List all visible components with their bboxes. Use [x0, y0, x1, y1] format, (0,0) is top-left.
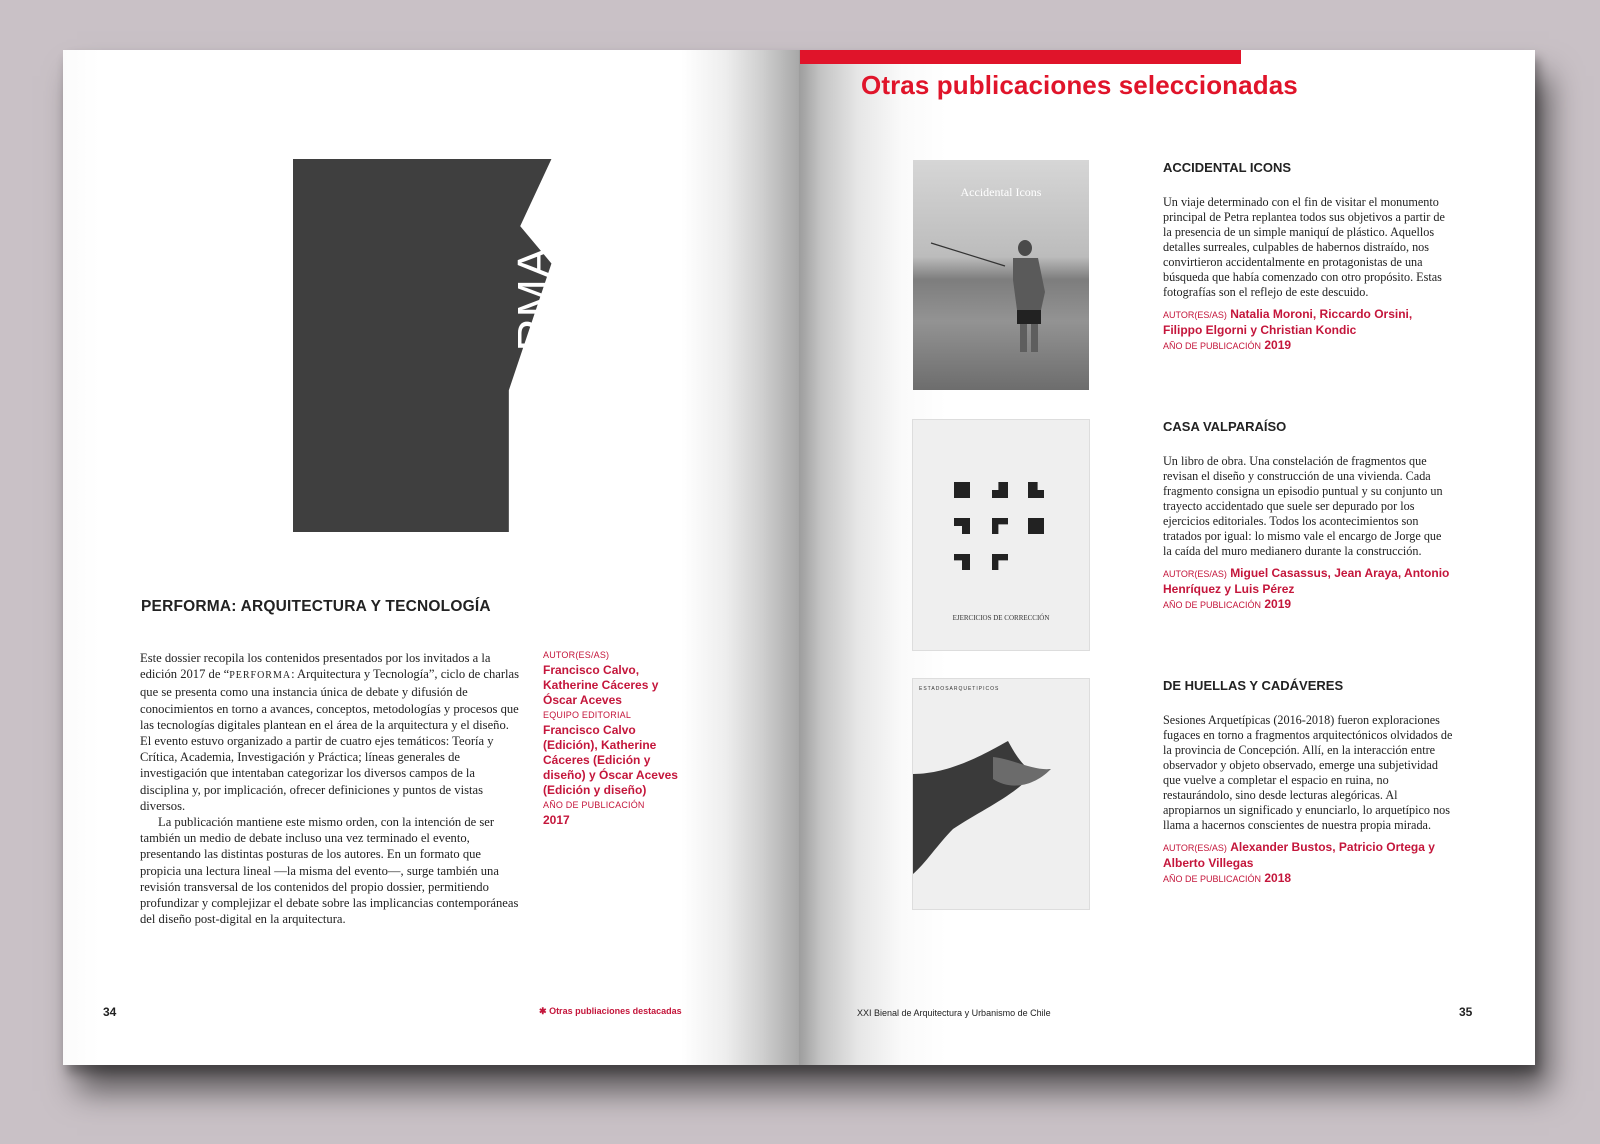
casa-valparaiso-cover	[912, 419, 1090, 651]
left-heading: PERFORMA: ARQUITECTURA Y TECNOLOGÍA	[141, 598, 491, 615]
publication-entry	[1163, 678, 1453, 887]
publication-meta: AUTOR(ES/AS) Alexander Bustos, Patricio Ortega y Alberto Villegas AÑO DE PUBLICACIÓN 2018	[1163, 840, 1435, 885]
publication-body: Sesiones Arquetípicas (2016-2018) fueron exploraciones fugaces en torno a fragmentos arquitectónicos olvidados de la provincia de Concepción. Allí, en la interacción entre observador y objeto observado, emerge una subjetividad que vuelve a completar el espacio en ruina, no restaurándolo, sino desde lecturas alegóricas. Al apropiarnos un significado y enunciarlo, lo arquetípico nos llama a hacernos conscientes de nuestra propia mirada.	[1163, 713, 1453, 832]
wave-illustration	[913, 679, 1089, 909]
page-number: 35	[1459, 1005, 1473, 1019]
cover-line: Arquitectura	[562, 435, 577, 513]
publication-title: CASA VALPARAÍSO	[1163, 419, 1287, 434]
de-huellas-cover	[912, 678, 1090, 910]
beach-figure-illustration	[913, 160, 1089, 390]
publication-title: DE HUELLAS Y CADÁVERES	[1163, 678, 1344, 693]
publication-title: ACCIDENTAL ICONS	[1163, 160, 1292, 175]
year-label: AÑO DE PUBLICACIÓN	[543, 800, 645, 810]
cover-line: Chile 2017	[604, 450, 619, 513]
author-label: AUTOR(ES/AS)	[543, 650, 610, 660]
paragraph: Este dossier recopila los contenidos presentados por los invitados a la edición 2017 de “PERFORMA: Arquitectura y Tecnología”, ciclo de charlas que se presenta como una instancia única de debate y difusión de conocimientos en torno a avances, conceptos, metodologías y procesos que las tecnologías digitales plantean en el área de la arquitectura y el diseño. El evento estuvo organizado a partir de cuatro ejes temáticos: Teoría y Crítica, Academia, Investigación y Práctica; líneas generales de investigación que intentaban categorizar los diversos campos de la disciplina y, por implicación, ofrecer definiciones y puntos de vistas diversos.	[140, 651, 520, 813]
performa-cover	[293, 159, 619, 532]
paragraph: La publicación mantiene este mismo orden, con la intención de ser también un medio de debate incluso una vez terminado el evento, presentando las distintas posturas de los autores. En un formato que propicia una lectura lineal —la misma del evento—, surge también una revisión transversal de los contenidos del propio dossier, permitiendo profundizar y complejizar el debate sobre las implicancias contemporáneas del diseño post-digital en la arquitectura.	[140, 815, 519, 927]
left-page	[63, 50, 799, 1065]
publication-body: Un viaje determinado con el fin de visitar el monumento principal de Petra replantea todos sus objetivos a partir de la presencia de un simple maniquí de plástico. Aquellos detalles surreales, culpables de habernos distraído, nos convirtieron accidentalmente en protagonistas de una búsqueda que había comenzado con otro propósito. Estas fotografías son el reflejo de este descuido.	[1163, 195, 1445, 299]
cover-title: EJERCICIOS DE CORRECCIÓN	[952, 614, 1050, 622]
authors: Francisco Calvo, Katherine Cáceres y Óscar Aceves	[543, 663, 659, 707]
footer-text: XXI Bienal de Arquitectura y Urbanismo de Chile	[857, 1008, 1051, 1018]
asterisk-icon: ✱	[539, 1006, 547, 1016]
cover-line: y Tecnología	[576, 434, 591, 513]
footer-section: ✱ Otras publiaciones destacadas	[539, 1006, 682, 1016]
publication-meta: AUTOR(ES/AS) Miguel Casassus, Jean Araya, Antonio Henríquez y Luis Pérez AÑO DE PUBLICACIÓN 2019	[1163, 566, 1450, 611]
cover-line: Valparaíso	[590, 451, 605, 513]
section-title: Otras publicaciones seleccionadas	[861, 70, 1298, 100]
accidental-icons-cover	[913, 160, 1089, 390]
performa-cover-title: PERFORMA	[508, 246, 560, 515]
left-body	[140, 650, 520, 927]
right-page	[799, 50, 1535, 1065]
team-label: EQUIPO EDITORIAL	[543, 710, 632, 720]
year: 2017	[543, 813, 570, 827]
page-number: 34	[103, 1005, 117, 1019]
red-header-bar	[800, 50, 1241, 64]
cover-title: ESTADOSARQUETIPICOS	[919, 686, 1000, 692]
performa-cover-text	[507, 246, 619, 515]
team: Francisco Calvo (Edición), Katherine Cáceres (Edición y diseño) y Óscar Aceves (Edición y diseño)	[543, 723, 678, 797]
left-meta	[543, 648, 693, 828]
magazine-spread	[63, 50, 1535, 1065]
publication-meta: AUTOR(ES/AS) Natalia Moroni, Riccardo Orsini, Filippo Elgorni y Christian Kondic AÑO DE PUBLICACIÓN 2019	[1163, 307, 1413, 352]
cover-title: Accidental Icons	[960, 185, 1042, 199]
publication-entry	[1163, 419, 1453, 613]
publication-entry	[1163, 160, 1453, 354]
publication-body: Un libro de obra. Una constelación de fragmentos que revisan el diseño y construcción de una vivienda. Cada fragmento consigna un episodio puntual y su conjunto un trayecto accidentado que suele ser depurado por los ejercicios editoriales. Todos los acontecimientos son tratados por igual: lo mismo vale el encargo de Jorge que la caída del muro medianero durante la construcción.	[1163, 454, 1443, 558]
